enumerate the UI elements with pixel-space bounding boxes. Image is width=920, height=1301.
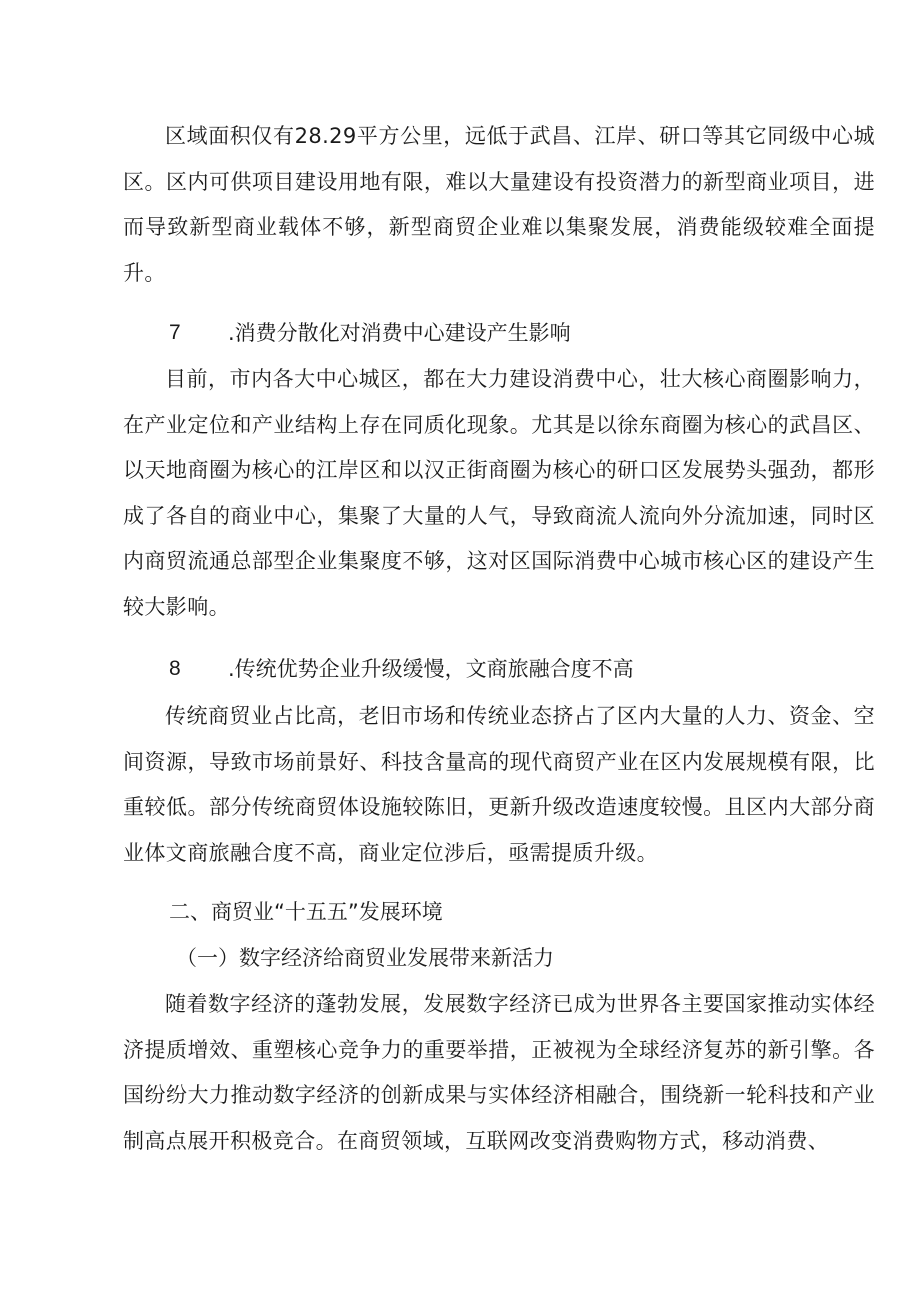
heading-8-title: .传统优势企业升级缓慢，文商旅融合度不高 <box>228 657 634 681</box>
paragraph-traditional-enterprises: 传统商贸业占比高，老旧市场和传统业态挤占了区内大量的人力、资金、空间资源，导致市场前景好、科技含量高的现代商贸产业在区内发展规模有限，比重较低。部分传统商贸体设施较陈旧，更新升级改造速度较慢。且区内大部分商业体文商旅融合度不高，商业定位涉后，亟需提质升级。 <box>123 704 875 865</box>
paragraph-consumption-dispersion: 目前，市内各大中心城区，都在大力建设消费中心，壮大核心商圈影响力，在产业定位和产业结构上存在同质化现象。尤其是以徐东商圈为核心的武昌区、以天地商圈为核心的江岸区和以汉正街商圈为核心的研口区发展势头强劲，都形成了各自的商业中心，集聚了大量的人气，导致商流人流向外分流加速，同时区内商贸流通总部型企业集聚度不够，这对区国际消费中心城市核心区的建设产生较大影响。 <box>123 367 875 619</box>
heading-8-number: 8 <box>169 657 181 680</box>
heading-7-title: .消费分散化对消费中心建设产生影响 <box>228 321 571 345</box>
paragraph-digital-economy: 随着数字经济的蓬勃发展，发展数字经济已成为世界各主要国家推动实体经济提质增效、重塑核心竞争力的重要举措，正被视为全球经济复苏的新引擎。各国纷纷大力推动数字经济的创新成果与实体经济相融合，围绕新一轮科技和产业制高点展开积极竞合。在商贸领域，互联网改变消费购物方式，移动消费、 <box>123 992 875 1153</box>
subsection-1-heading: （一）数字经济给商贸业发展带来新活力 <box>176 946 554 970</box>
heading-7-number: 7 <box>169 321 181 344</box>
section-2-heading: 二、商贸业“十五五”发展环境 <box>169 900 443 924</box>
paragraph-land-area: 区域面积仅有28.29平方公里，远低于武昌、江岸、研口等其它同级中心城区。区内可供项目建设用地有限，难以大量建设有投资潜力的新型商业项目，进而导致新型商业载体不够，新型商贸企业难以集聚发展，消费能级较难全面提升。 <box>123 124 875 285</box>
